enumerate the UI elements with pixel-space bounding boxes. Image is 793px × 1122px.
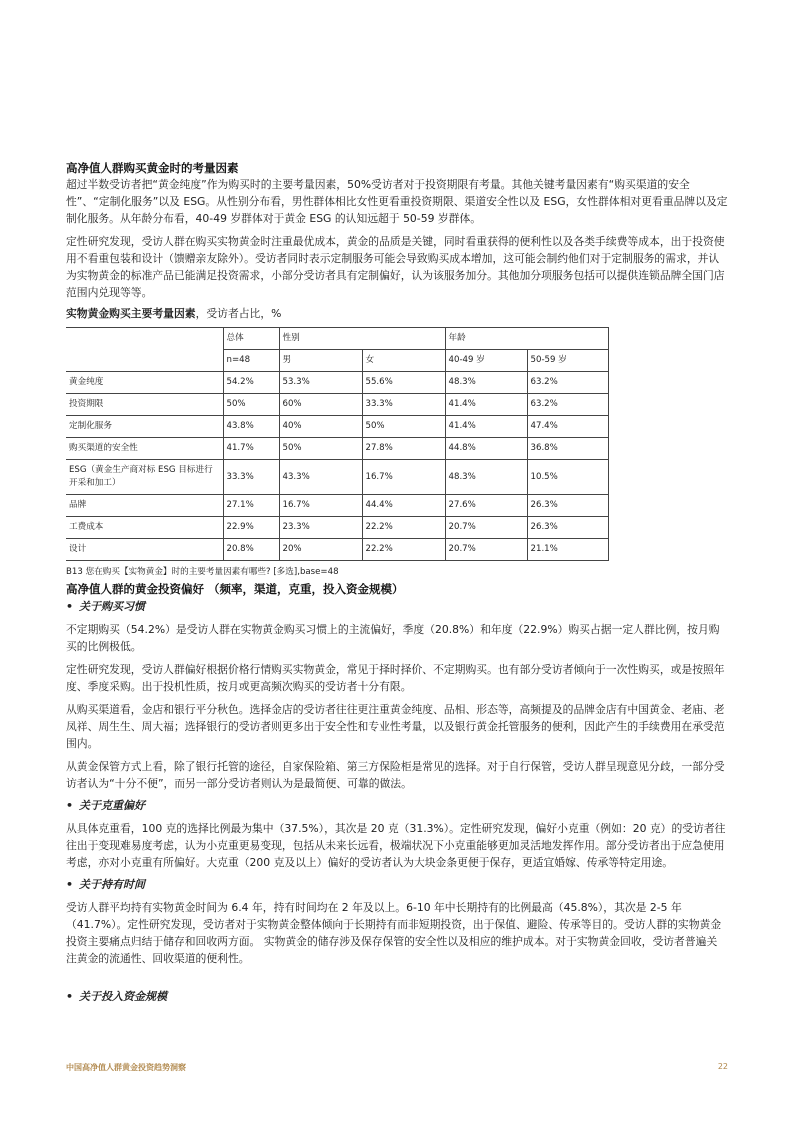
- row-label: 购买渠道的安全性: [66, 438, 223, 460]
- table-cell: 40%: [279, 416, 362, 438]
- row-label: 定制化服务: [66, 416, 223, 438]
- paragraph: 定性研究发现，受访人群偏好根据价格行情购买实物黄金，常见于择时择价、不定期购买。也有部分受访者倾向于一次性购买，或是按照年度、季度采购。出于投机性质，按月或更高频次购买的受访者十分有限。: [66, 663, 725, 693]
- bullet-heading-investment-size: [66, 989, 728, 1005]
- table-row: [66, 416, 608, 438]
- table-cell: 16.7%: [362, 460, 445, 495]
- table-row: [66, 460, 608, 495]
- bullet-dot-icon: •: [66, 990, 74, 1003]
- subheader-cell: 男: [279, 350, 362, 372]
- table-cell: 43.8%: [223, 416, 279, 438]
- table-cell: 63.2%: [527, 394, 608, 416]
- table-cell: 50%: [362, 416, 445, 438]
- table-cell: 47.4%: [527, 416, 608, 438]
- table-cell: 26.3%: [527, 517, 608, 539]
- table-title-bold: 实物黄金购买主要考量因素: [66, 307, 196, 320]
- table-cell: 50%: [279, 438, 362, 460]
- table-title-unit: ，受访者占比，%: [195, 307, 282, 320]
- table-cell: 41.7%: [223, 438, 279, 460]
- table-row: [66, 539, 608, 561]
- table-source-note: B13 您在购买【实物黄金】时的主要考量因素有哪些? [多选],base=48: [66, 567, 339, 577]
- page-content: [66, 160, 728, 1011]
- table-cell: 22.9%: [223, 517, 279, 539]
- table-cell: 23.3%: [279, 517, 362, 539]
- table-row: [66, 438, 608, 460]
- table-cell: 20.7%: [445, 539, 527, 561]
- paragraph: 受访人群平均持有实物黄金时间为 6.4 年，持有时间均在 2 年及以上。6-10 年中长期持有的比例最高（45.8%），其次是 2-5 年（41.7%）。定性研究发现，受访者对于实物黄金整体倾向于长期持有而非短期投资，出于保值、避险、传承等目的。受访人群的实物黄金投资主要痛点归结于储存和回收两方面。 实物黄金的储存涉及保存保管的安全性以及相应的维护成本。对于实物黄金回收，受访者普遍关注黄金的流通性、回收渠道的便利性。: [66, 901, 722, 965]
- paragraph: 不定期购买（54.2%）是受访人群在实物黄金购买习惯上的主流偏好，季度（20.8%）和年度（22.9%）购买占据一定人群比例，按月购买的比例极低。: [66, 623, 720, 653]
- table-cell: 50%: [223, 394, 279, 416]
- table-cell: 54.2%: [223, 372, 279, 394]
- subheader-cell: n=48: [223, 350, 279, 372]
- paragraph: 从购买渠道看，金店和银行平分秋色。选择金店的受访者往往更注重黄金纯度、品相、形态等，高频提及的品牌金店有中国黄金、老庙、老凤祥、周生生、周大福；选择银行的受访者则更多出于安全性和专业性考量，以及银行黄金托管服务的便利，因此产生的手续费用在承受范围内。: [66, 703, 725, 750]
- table-row: [66, 372, 608, 394]
- subheader-cell: 40-49 岁: [445, 350, 527, 372]
- table-cell: 26.3%: [527, 495, 608, 517]
- table-header-row: [66, 328, 608, 350]
- table-title: [66, 307, 728, 321]
- table-cell: 55.6%: [362, 372, 445, 394]
- table-cell: 10.5%: [527, 460, 608, 495]
- table-row: [66, 495, 608, 517]
- bullet-heading-text: 关于持有时间: [79, 878, 146, 891]
- table-cell: 16.7%: [279, 495, 362, 517]
- table-cell: 41.4%: [445, 394, 527, 416]
- bullet-heading-purchase-habit: [66, 599, 728, 615]
- table-cell: 27.6%: [445, 495, 527, 517]
- table-cell: 27.8%: [362, 438, 445, 460]
- table-cell: 48.3%: [445, 372, 527, 394]
- bullet-dot-icon: •: [66, 878, 74, 891]
- table-cell: 22.2%: [362, 539, 445, 561]
- row-label: 品牌: [66, 495, 223, 517]
- paragraph: 超过半数受访者把“黄金纯度”作为购买时的主要考量因素，50%受访者对于投资期限有考量。其他关键考量因素有“购买渠道的安全性”、“定制化服务”以及 ESG。从性别分布看，男性群体相比女性更看重投资期限、渠道安全性以及 ESG，女性群体相对更看重品牌以及定制化服务。从年龄分布看，40-49 岁群体对于黄金 ESG 的认知远超于 50-59 岁群体。: [66, 178, 728, 225]
- table-cell: 33.3%: [223, 460, 279, 495]
- section-title-considerations: 高净值人群购买黄金时的考量因素: [66, 161, 239, 175]
- table-cell: 44.4%: [362, 495, 445, 517]
- table-cell: 63.2%: [527, 372, 608, 394]
- section-title-preferences: 高净值人群的黄金投资偏好 （频率，渠道，克重，投入资金规模）: [66, 582, 404, 596]
- bullet-dot-icon: •: [66, 600, 74, 613]
- table-cell: 60%: [279, 394, 362, 416]
- paragraph: 从具体克重看，100 克的选择比例最为集中（37.5%），其次是 20 克（31.3%）。定性研究发现，偏好小克重（例如：20 克）的受访者往往出于变现难易度考虑，认为小克重更易变现，包括从未来长远看，极端状况下小克重能够更加灵活地发挥作用。部分受访者出于应急使用考虑，亦对小克重有所偏好。大克重（200 克及以上）偏好的受访者认为大块金条更便于保存，更适宜婚嫁、传承等特定用途。: [66, 822, 726, 869]
- paragraph: 从黄金保管方式上看，除了银行托管的途径，自家保险箱、第三方保险柜是常见的选择。对于自行保管，受访人群呈现意见分歧，一部分受访者认为“十分不便”，而另一部分受访者则认为是最简便、可靠的做法。: [66, 760, 725, 790]
- bullet-heading-holding-period: [66, 877, 728, 893]
- page-number: 22: [717, 1062, 728, 1071]
- bullet-heading-text: 关于投入资金规模: [79, 990, 168, 1003]
- row-label: ESG（黄金生产商对标 ESG 目标进行开采和加工）: [66, 460, 223, 495]
- considerations-table: [66, 327, 609, 561]
- bullet-heading-text: 关于购买习惯: [79, 600, 146, 613]
- table-cell: 53.3%: [279, 372, 362, 394]
- header-cell: 性别: [279, 328, 445, 350]
- table-cell: 22.2%: [362, 517, 445, 539]
- paragraph: 定性研究发现，受访人群在购买实物黄金时注重最优成本，黄金的品质是关键，同时看重获得的便利性以及各类手续费等成本，出于投资使用不看重包装和设计（馈赠亲友除外）。受访者同时表示定制服务可能会导致购买成本增加，这可能会制约他们对于定制服务的需求，并认为实物黄金的标准产品已能满足投资需求，小部分受访者具有定制偏好，认为该服务加分。其他加分项服务包括可以提供连锁品牌全国门店范围内兑现等等。: [66, 235, 725, 299]
- bullet-dot-icon: •: [66, 799, 74, 812]
- table-cell: 20.7%: [445, 517, 527, 539]
- table-cell: 44.8%: [445, 438, 527, 460]
- table-cell: 20.8%: [223, 539, 279, 561]
- footer-title: 中国高净值人群黄金投资趋势洞察: [66, 1063, 186, 1072]
- table-cell: 27.1%: [223, 495, 279, 517]
- table-cell: 36.8%: [527, 438, 608, 460]
- subheader-cell: 50-59 岁: [527, 350, 608, 372]
- table-cell: 33.3%: [362, 394, 445, 416]
- table-row: [66, 394, 608, 416]
- table-cell: 21.1%: [527, 539, 608, 561]
- table-cell: 20%: [279, 539, 362, 561]
- row-label: 黄金纯度: [66, 372, 223, 394]
- bullet-heading-text: 关于克重偏好: [79, 799, 146, 812]
- row-label: 设计: [66, 539, 223, 561]
- page-footer: [66, 1062, 728, 1073]
- bullet-heading-weight: [66, 798, 728, 814]
- table-corner-cell: [66, 328, 223, 372]
- table-row: [66, 517, 608, 539]
- table-cell: 48.3%: [445, 460, 527, 495]
- header-cell: 总体: [223, 328, 279, 350]
- row-label: 工费成本: [66, 517, 223, 539]
- table-cell: 41.4%: [445, 416, 527, 438]
- header-cell: 年龄: [445, 328, 608, 350]
- subheader-cell: 女: [362, 350, 445, 372]
- row-label: 投资期限: [66, 394, 223, 416]
- table-cell: 43.3%: [279, 460, 362, 495]
